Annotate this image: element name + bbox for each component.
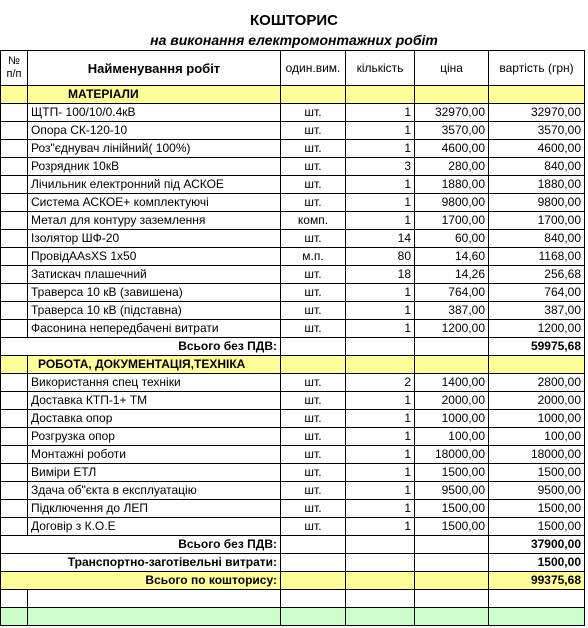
grand-total-row xyxy=(1,572,585,590)
item-price: 9500,00 xyxy=(415,482,489,500)
item-price: 18000,00 xyxy=(415,446,489,464)
item-unit: шт. xyxy=(281,482,346,500)
item-unit: шт. xyxy=(281,230,346,248)
item-cost: 387,00 xyxy=(489,302,585,320)
transport-value: 1500,00 xyxy=(489,554,585,572)
item-cost: 256,68 xyxy=(489,266,585,284)
item-cost: 2000,00 xyxy=(489,392,585,410)
item-name: Ізолятор ШФ-20 xyxy=(28,230,281,248)
item-cost: 1500,00 xyxy=(489,518,585,536)
grand-total-value: 99375,68 xyxy=(489,572,585,590)
section-row-materials xyxy=(1,86,585,104)
document-subtitle: на виконання електромонтажних робіт xyxy=(150,32,438,48)
item-unit: шт. xyxy=(281,176,346,194)
item-price: 1500,00 xyxy=(415,500,489,518)
table-row xyxy=(1,176,585,194)
item-name: Метал для контуру заземлення xyxy=(28,212,281,230)
item-qty: 1 xyxy=(346,428,415,446)
transport-label: Транспортно-заготівельні витрати: xyxy=(1,554,281,572)
item-price: 2000,00 xyxy=(415,392,489,410)
table-row xyxy=(1,104,585,122)
works-total-label: Всього без ПДВ: xyxy=(1,536,281,554)
table-row xyxy=(1,518,585,536)
grand-total-label: Всього по кошторису: xyxy=(1,572,281,590)
table-row xyxy=(1,302,585,320)
table-row xyxy=(1,464,585,482)
item-price: 32970,00 xyxy=(415,104,489,122)
item-price: 1880,00 xyxy=(415,176,489,194)
item-price: 764,00 xyxy=(415,284,489,302)
item-unit: шт. xyxy=(281,518,346,536)
item-price: 4600,00 xyxy=(415,140,489,158)
item-unit: комп. xyxy=(281,212,346,230)
item-unit: м.п. xyxy=(281,248,346,266)
item-qty: 1 xyxy=(346,464,415,482)
header-row xyxy=(1,51,585,86)
table-row xyxy=(1,428,585,446)
estimate-table xyxy=(0,50,585,626)
table-row xyxy=(1,194,585,212)
item-unit: шт. xyxy=(281,500,346,518)
item-price: 1700,00 xyxy=(415,212,489,230)
item-qty: 1 xyxy=(346,194,415,212)
item-unit: шт. xyxy=(281,158,346,176)
item-qty: 1 xyxy=(346,284,415,302)
item-name: Виміри ЕТЛ xyxy=(28,464,281,482)
total-row-works xyxy=(1,536,585,554)
item-name: Здача об"єкта в експлуатацію xyxy=(28,482,281,500)
header-num: № п/п xyxy=(1,51,28,86)
item-name: Договір з К.О.Е xyxy=(28,518,281,536)
item-unit: шт. xyxy=(281,428,346,446)
item-unit: шт. xyxy=(281,302,346,320)
item-cost: 1200,00 xyxy=(489,320,585,338)
table-row xyxy=(1,158,585,176)
table-row xyxy=(1,392,585,410)
item-name: Роз"єднувач лінійний( 100%) xyxy=(28,140,281,158)
header-cost: вартість (грн) xyxy=(489,51,585,86)
item-cost: 1000,00 xyxy=(489,410,585,428)
item-price: 280,00 xyxy=(415,158,489,176)
item-unit: шт. xyxy=(281,392,346,410)
item-unit: шт. xyxy=(281,446,346,464)
item-name: Доставка КТП-1+ ТМ xyxy=(28,392,281,410)
table-row xyxy=(1,500,585,518)
item-price: 1400,00 xyxy=(415,374,489,392)
item-qty: 1 xyxy=(346,140,415,158)
item-qty: 1 xyxy=(346,410,415,428)
item-qty: 1 xyxy=(346,500,415,518)
item-price: 9800,00 xyxy=(415,194,489,212)
item-name: Затискач плашечний xyxy=(28,266,281,284)
item-price: 60,00 xyxy=(415,230,489,248)
item-price: 14,26 xyxy=(415,266,489,284)
item-name: Розгрузка опор xyxy=(28,428,281,446)
item-qty: 18 xyxy=(346,266,415,284)
empty-row xyxy=(1,590,585,608)
item-cost: 1880,00 xyxy=(489,176,585,194)
item-cost: 2800,00 xyxy=(489,374,585,392)
document-title: КОШТОРИС xyxy=(250,12,338,29)
item-name: Траверса 10 кВ (підставна) xyxy=(28,302,281,320)
item-cost: 1700,00 xyxy=(489,212,585,230)
item-unit: шт. xyxy=(281,410,346,428)
item-cost: 9500,00 xyxy=(489,482,585,500)
item-unit: шт. xyxy=(281,374,346,392)
table-row xyxy=(1,230,585,248)
item-unit: шт. xyxy=(281,284,346,302)
item-cost: 1500,00 xyxy=(489,500,585,518)
table-row xyxy=(1,266,585,284)
section-works-label: РОБОТА, ДОКУМЕНТАЦІЯ,ТЕХНІКА xyxy=(28,356,281,374)
total-row-materials xyxy=(1,338,585,356)
item-price: 1000,00 xyxy=(415,410,489,428)
table-row xyxy=(1,122,585,140)
item-unit: шт. xyxy=(281,140,346,158)
item-unit: шт. xyxy=(281,104,346,122)
table-row xyxy=(1,284,585,302)
item-qty: 1 xyxy=(346,104,415,122)
item-cost: 764,00 xyxy=(489,284,585,302)
item-price: 3570,00 xyxy=(415,122,489,140)
table-row xyxy=(1,410,585,428)
item-unit: шт. xyxy=(281,266,346,284)
materials-total-value: 59975,68 xyxy=(489,338,585,356)
item-name: Лічильник електронний під АСКОЕ xyxy=(28,176,281,194)
item-name: Монтажні роботи xyxy=(28,446,281,464)
header-name: Найменування робіт xyxy=(28,51,281,86)
item-cost: 9800,00 xyxy=(489,194,585,212)
table-row xyxy=(1,446,585,464)
item-price: 1500,00 xyxy=(415,518,489,536)
item-cost: 1500,00 xyxy=(489,464,585,482)
item-price: 1500,00 xyxy=(415,464,489,482)
item-qty: 1 xyxy=(346,320,415,338)
works-total-value: 37900,00 xyxy=(489,536,585,554)
item-cost: 840,00 xyxy=(489,158,585,176)
item-cost: 100,00 xyxy=(489,428,585,446)
header-unit: один.вим. xyxy=(281,51,346,86)
item-cost: 32970,00 xyxy=(489,104,585,122)
item-cost: 840,00 xyxy=(489,230,585,248)
item-name: Підключення до ЛЕП xyxy=(28,500,281,518)
item-price: 387,00 xyxy=(415,302,489,320)
table-row xyxy=(1,248,585,266)
item-cost: 3570,00 xyxy=(489,122,585,140)
header-qty: кількість xyxy=(346,51,415,86)
table-row xyxy=(1,212,585,230)
item-name: Розрядник 10кВ xyxy=(28,158,281,176)
item-qty: 3 xyxy=(346,158,415,176)
item-name: Система АСКОЕ+ комплектуючі xyxy=(28,194,281,212)
item-qty: 2 xyxy=(346,374,415,392)
item-unit: шт. xyxy=(281,122,346,140)
item-price: 14,60 xyxy=(415,248,489,266)
item-unit: шт. xyxy=(281,320,346,338)
item-name: Опора СК-120-10 xyxy=(28,122,281,140)
item-qty: 1 xyxy=(346,392,415,410)
item-name: Використання спец техніки xyxy=(28,374,281,392)
item-name: Фасонина непередбачені витрати xyxy=(28,320,281,338)
table-row xyxy=(1,320,585,338)
table-row xyxy=(1,374,585,392)
transport-row xyxy=(1,554,585,572)
table-row xyxy=(1,140,585,158)
item-qty: 80 xyxy=(346,248,415,266)
section-row-works xyxy=(1,356,585,374)
item-qty: 14 xyxy=(346,230,415,248)
item-unit: шт. xyxy=(281,194,346,212)
item-qty: 1 xyxy=(346,212,415,230)
item-qty: 1 xyxy=(346,446,415,464)
header-price: ціна xyxy=(415,51,489,86)
table-row xyxy=(1,482,585,500)
item-name: ЩТП- 100/10/0.4кВ xyxy=(28,104,281,122)
item-qty: 1 xyxy=(346,302,415,320)
section-materials-label: МАТЕРІАЛИ xyxy=(28,86,281,104)
item-qty: 1 xyxy=(346,176,415,194)
item-qty: 1 xyxy=(346,482,415,500)
item-name: Траверса 10 кВ (завишена) xyxy=(28,284,281,302)
item-cost: 4600,00 xyxy=(489,140,585,158)
item-qty: 1 xyxy=(346,518,415,536)
empty-row-green xyxy=(1,608,585,626)
item-price: 100,00 xyxy=(415,428,489,446)
item-cost: 1168,00 xyxy=(489,248,585,266)
item-name: ПровідAAsXS 1х50 xyxy=(28,248,281,266)
item-unit: шт. xyxy=(281,464,346,482)
item-name: Доставка опор xyxy=(28,410,281,428)
materials-total-label: Всього без ПДВ: xyxy=(1,338,281,356)
item-cost: 18000,00 xyxy=(489,446,585,464)
item-price: 1200,00 xyxy=(415,320,489,338)
item-qty: 1 xyxy=(346,122,415,140)
